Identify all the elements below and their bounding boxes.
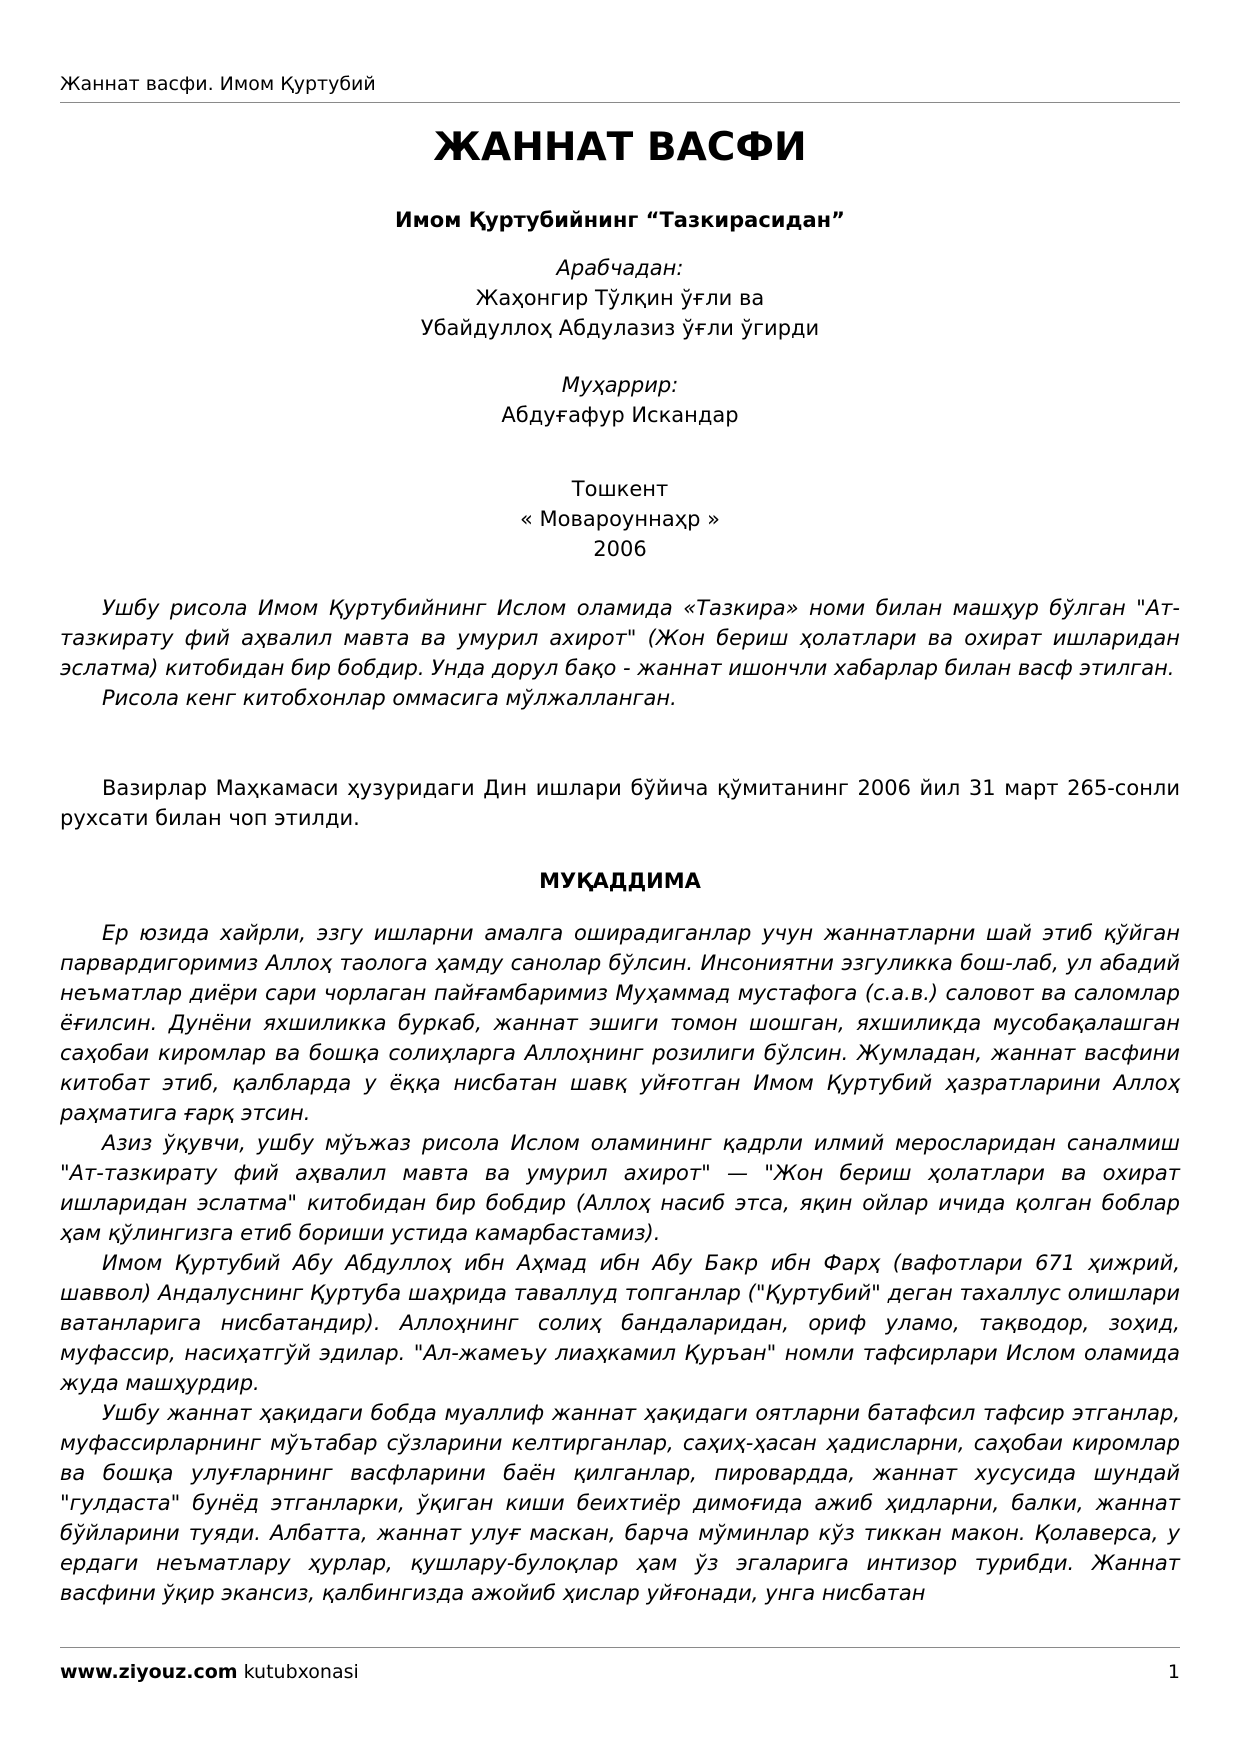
running-title: Жаннат васфи. Имом Қуртубий <box>60 73 376 95</box>
translation-label: Арабчадан: <box>556 256 684 280</box>
translator-line-2: Убайдуллоҳ Абдулазиз ўғли ўгирди <box>420 316 820 340</box>
section-heading: МУҚАДДИМА <box>539 869 701 893</box>
intro-paragraph: Азиз ўқувчи, ушбу мўъжаз рисола Ислом оламининг қадрли илмий меросларидан саналмиш "Ат-тазкирату фий аҳвалил мавта ва умурил ахирот" — "Жон бериш ҳолатлари ва охират ишларидан эслатма" китобидан бир бобдир (Аллоҳ насиб этса, яқин ойлар ичида қолган боблар ҳам қўлингизга етиб бориши устида камарбастамиз). <box>60 1131 1180 1245</box>
publication-year: 2006 <box>593 537 647 561</box>
publication-permission <box>60 773 1180 833</box>
annotation <box>60 593 1180 713</box>
translation-credits <box>60 253 1180 343</box>
page-number: 1 <box>1167 1661 1180 1683</box>
intro-paragraph: Ушбу жаннат ҳақидаги бобда муаллиф жаннат ҳақидаги оятларни батафсил тафсир этганлар, муфассирларнинг мўътабар сўзларини келтирганлар, саҳиҳ-ҳасан ҳадисларни, саҳобаи киромлар ва бошқа улуғларнинг васфларини баён қилганлар, пировардда, жаннат хусусида шундай "гулдаста" бунёд этганларки, ўқиган киши беихтиёр димоғида ажиб ҳидларни, балки, жаннат бўйларини туяди. Албатта, жаннат улуғ маскан, барча мўминлар кўз тиккан макон. Қолаверса, у ердаги неъматлару ҳурлар, қушлару-булоқлар ҳам ўз эгаларига интизор турибди. Жаннат васфини ўқир экансиз, қалбингизда ажойиб ҳислар уйғонади, унга нисбатан <box>60 1401 1180 1605</box>
publisher-info <box>60 474 1180 564</box>
annotation-audience: Рисола кенг китобхонлар оммасига мўлжалланган. <box>102 686 677 710</box>
editor-name: Абдуғафур Искандар <box>501 403 739 427</box>
intro-paragraph: Ер юзида хайрли, эзгу ишларни амалга оширадиганлар учун жаннатларни шай этиб қўйган парвардигоримиз Аллоҳ таолога ҳамду санолар бўлсин. Инсониятни эзгуликка бош-лаб, ул абадий неъматлар диёри сари чорлаган пайғамбаримиз Муҳаммад мустафога (с.а.в.) саловот ва саломлар ёғилсин. Дунёни яхшиликка буркаб, жаннат эшиги томон шошган, яхшиликда мусобақалашган саҳобаи киромлар ва бошқа солиҳларга Аллоҳнинг розилиги бўлсин. Жумладан, жаннат васфини китобат этиб, қалбларда у ёққа нисбатан шавқ уйғотган Имом Қуртубий ҳазратларини Аллоҳ раҳматига ғарқ этсин. <box>60 921 1180 1125</box>
footer-site-link[interactable]: www.ziyouz.com <box>60 1661 238 1683</box>
document-subtitle: Имом Қуртубийнинг “Тазкирасидан” <box>395 208 845 232</box>
publisher-name: « Мовароуннаҳр » <box>520 507 720 531</box>
translator-line-1: Жаҳонгир Тўлқин ўғли ва <box>475 286 765 310</box>
editor-label: Муҳаррир: <box>561 373 679 397</box>
running-header <box>60 72 1180 103</box>
footer-site-suffix: kutubxonasi <box>237 1661 359 1683</box>
permission-paragraph: Вазирлар Маҳкамаси ҳузуридаги Дин ишлари бўйича қўмитанинг 2006 йил 31 март 265-сонли рухсати билан чоп этилди. <box>60 776 1180 830</box>
introduction-text <box>60 918 1180 1608</box>
annotation-paragraph: Ушбу рисола Имом Қуртубийнинг Ислом оламида «Тазкира» номи билан машҳур бўлган "Ат-тазкирату фий аҳвалил мавта ва умурил ахирот" (Жон бериш ҳолатлари ва охират ишларидан эслатма) китобидан бир бобдир. Унда дорул бақо - жаннат ишончли хабарлар билан васф этилган. <box>60 596 1180 680</box>
page-footer <box>60 1647 1180 1684</box>
publisher-city: Тошкент <box>571 477 669 501</box>
intro-paragraph: Имом Қуртубий Абу Абдуллоҳ ибн Аҳмад ибн Абу Бакр ибн Фарҳ (вафотлари 671 ҳижрий, шаввол) Андалуснинг Қуртуба шаҳрида таваллуд топганлар ("Қуртубий" деган тахаллус олишлари ватанларига нисбатандир). Аллоҳнинг солиҳ бандаларидан, ориф уламо, тақводор, зоҳид, муфассир, насиҳатгўй эдилар. "Ал-жамеъу лиаҳкамил Қуръан" номли тафсирлари Ислом оламида жуда машҳурдир. <box>60 1251 1180 1395</box>
document-title: ЖАННАТ ВАСФИ <box>433 125 807 170</box>
editor-credits <box>60 370 1180 430</box>
